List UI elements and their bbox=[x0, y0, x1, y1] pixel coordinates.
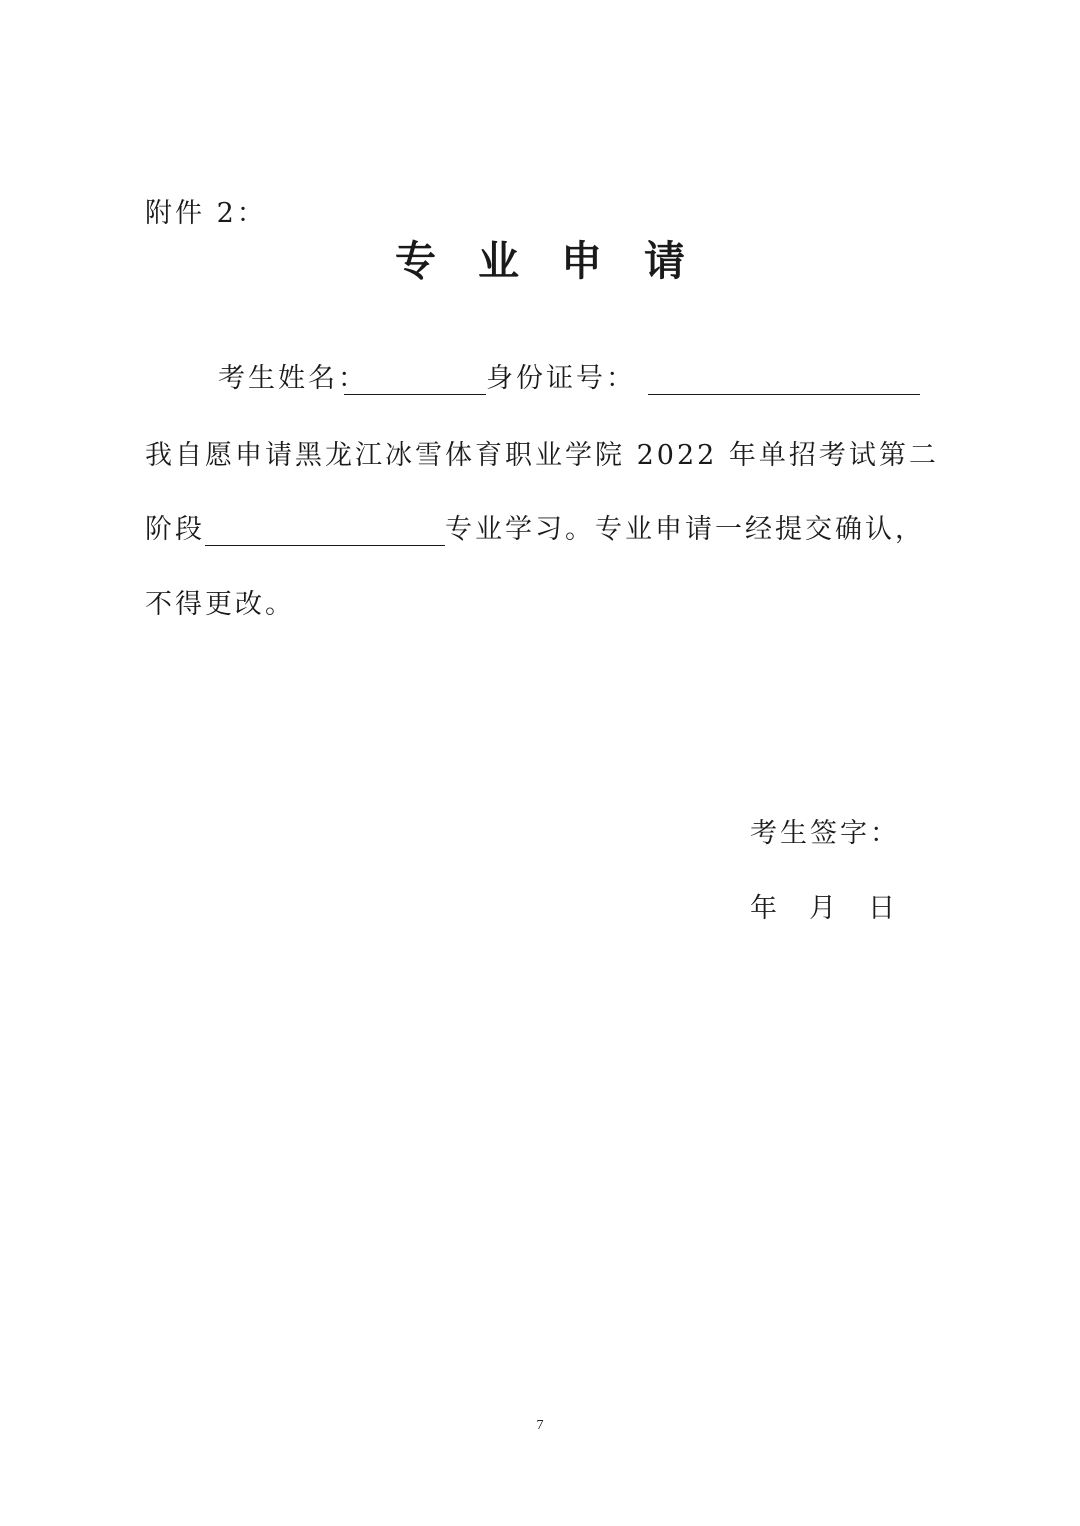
statement-stage-prefix: 阶段 bbox=[145, 514, 205, 545]
signature-label: 考生签字： bbox=[750, 818, 900, 849]
page-number: 7 bbox=[536, 1418, 544, 1433]
applicant-info-row bbox=[218, 359, 920, 399]
name-label: 考生姓名： bbox=[218, 363, 368, 394]
id-number-blank-field[interactable] bbox=[648, 364, 920, 395]
name-blank-field[interactable] bbox=[344, 364, 486, 395]
statement-line-3: 不得更改。 bbox=[145, 589, 295, 620]
page-title: 专业申请 bbox=[395, 237, 727, 285]
date-month-label: 月 bbox=[809, 893, 836, 924]
date-year-label: 年 bbox=[750, 893, 777, 924]
statement-line-2 bbox=[145, 510, 925, 550]
id-label: 身份证号： bbox=[486, 363, 636, 394]
attachment-label: 附件 2： bbox=[145, 198, 267, 229]
major-blank-field[interactable] bbox=[205, 515, 445, 546]
date-day-label: 日 bbox=[868, 893, 895, 924]
statement-line-1: 我自愿申请黑龙江冰雪体育职业学院 2022 年单招考试第二 bbox=[145, 440, 939, 471]
statement-major-suffix: 专业学习。专业申请一经提交确认， bbox=[445, 514, 925, 545]
